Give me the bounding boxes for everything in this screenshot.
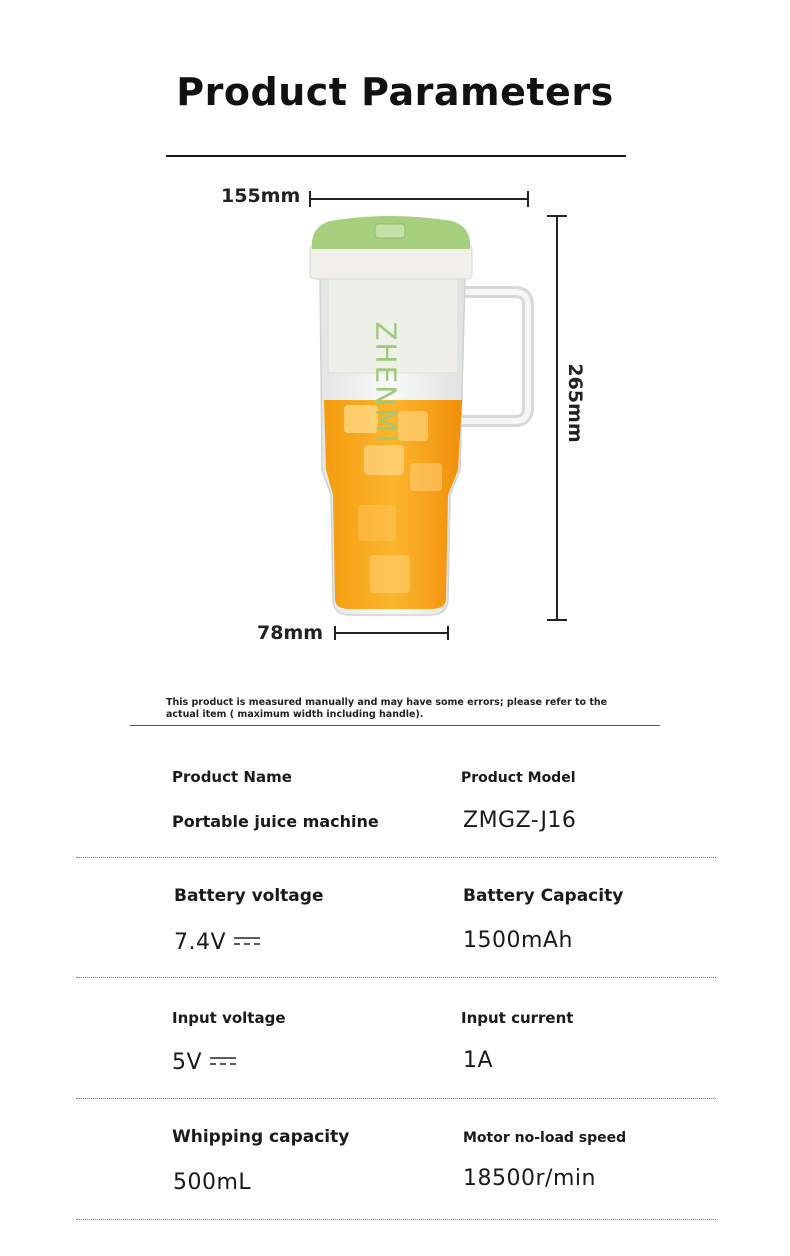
spec-row-battery xyxy=(0,880,790,1000)
spec-label-motor-speed: Motor no-load speed xyxy=(463,1130,627,1146)
spec-value-product-name: Portable juice machine xyxy=(172,812,379,831)
spec-value-battery-capacity: 1500mAh xyxy=(463,928,573,953)
dimension-line-top xyxy=(310,198,529,200)
title-divider xyxy=(166,155,626,157)
dc-symbol-icon xyxy=(210,1056,236,1066)
spec-label-whipping-capacity: Whipping capacity xyxy=(172,1127,350,1147)
dimension-cap xyxy=(547,619,567,621)
dimension-height: 265mm xyxy=(564,363,586,443)
brand-logo: ZHENMI xyxy=(369,321,403,445)
input-voltage-text: 5V xyxy=(172,1050,203,1075)
spec-label-product-name: Product Name xyxy=(172,768,292,786)
spec-value-battery-voltage xyxy=(174,930,260,955)
battery-voltage-text: 7.4V xyxy=(174,930,227,955)
dimension-width-bottom: 78mm xyxy=(257,622,324,644)
dimension-cap xyxy=(447,626,449,640)
measurement-note: This product is measured manually and may have some errors; please refer to the actual item ( maximum width including handle). xyxy=(166,697,608,720)
row-divider xyxy=(76,857,716,858)
spec-row-input xyxy=(0,1000,790,1120)
spec-label-product-model: Product Model xyxy=(461,770,576,786)
row-divider xyxy=(76,1219,716,1220)
spec-value-input-current: 1A xyxy=(463,1048,494,1073)
dimension-line-bottom xyxy=(335,632,449,634)
row-divider xyxy=(76,977,716,978)
row-divider xyxy=(76,1098,716,1099)
spec-value-whipping-capacity: 500mL xyxy=(173,1170,252,1195)
spec-value-input-voltage xyxy=(172,1050,236,1075)
spec-label-battery-voltage: Battery voltage xyxy=(174,886,324,906)
juicer-cup-image xyxy=(300,205,540,625)
spec-label-input-current: Input current xyxy=(461,1009,574,1027)
spec-value-product-model: ZMGZ-J16 xyxy=(463,808,577,833)
note-divider xyxy=(130,725,660,726)
spec-row-product xyxy=(0,760,790,880)
dimension-width-top: 155mm xyxy=(221,185,301,207)
spec-label-battery-capacity: Battery Capacity xyxy=(463,886,624,906)
spec-value-motor-speed: 18500r/min xyxy=(463,1166,596,1191)
spec-row-performance xyxy=(0,1120,790,1240)
spec-label-input-voltage: Input voltage xyxy=(172,1009,286,1027)
dimension-line-vertical xyxy=(556,216,558,620)
page-title: Product Parameters xyxy=(176,70,614,114)
dc-symbol-icon xyxy=(234,936,260,946)
